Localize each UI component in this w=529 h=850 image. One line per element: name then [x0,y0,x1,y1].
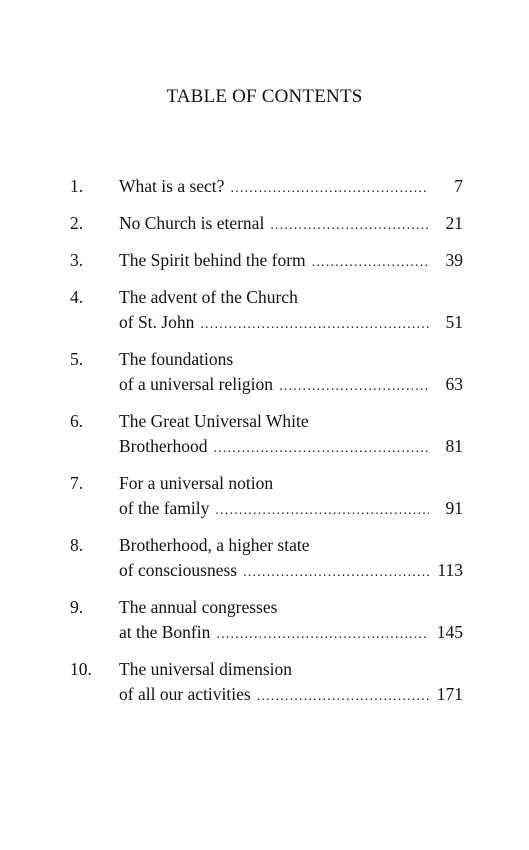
entry-title-line2: of all our activities [119,684,251,704]
entry-page-number: 171 [436,684,463,704]
dot-leader [213,436,429,461]
entry-number: 9. [70,597,84,617]
entry-title: What is a sect? [119,176,225,196]
entry-page-number: 21 [445,213,463,233]
entry-title-line2: of St. John [119,312,195,332]
dot-leader [230,176,429,201]
entry-number: 7. [70,473,84,493]
toc-entry-6 [70,409,463,461]
page-title: TABLE OF CONTENTS [166,86,363,107]
entry-title-line1: The foundations [119,349,234,369]
entry-title-line1: Brotherhood, a higher state [119,535,310,555]
toc-entry-10 [70,657,463,709]
entry-title-line2: Brotherhood [119,436,208,456]
entry-page-number: 113 [437,560,463,580]
toc-entry-2 [70,211,463,238]
toc-entry-7 [70,471,463,523]
entry-page-number: 91 [445,498,463,518]
entry-page-number: 63 [445,374,463,394]
entry-title-line1: The annual congresses [119,597,278,617]
entry-number: 1. [70,176,84,196]
entry-title-line2: of a universal religion [119,374,274,394]
dot-leader [200,312,429,337]
entry-number: 8. [70,535,84,555]
entry-page-number: 51 [445,312,463,332]
entry-title-line1: The universal dimension [119,659,293,679]
entry-number: 6. [70,411,84,431]
toc-entry-4 [70,285,463,337]
entry-title-line2: at the Bonfin [119,622,211,642]
entry-number: 5. [70,349,84,369]
toc-entry-9 [70,595,463,647]
entry-number: 10. [70,659,92,679]
entry-number: 2. [70,213,84,233]
entry-number: 4. [70,287,84,307]
entry-title-line1: The advent of the Church [119,287,298,307]
dot-leader [215,498,429,523]
entry-title-line1: For a universal notion [119,473,274,493]
entry-page-number: 81 [445,436,463,456]
entry-title: No Church is eternal [119,213,265,233]
entry-page-number: 145 [436,622,463,642]
dot-leader [216,622,429,647]
toc-entry-5 [70,347,463,399]
dot-leader [270,213,429,238]
entry-title: The Spirit behind the form [119,250,306,270]
entry-number: 3. [70,250,84,270]
entry-title-line2: of the family [119,498,210,518]
toc-entry-1 [70,174,463,201]
dot-leader [312,250,429,275]
entry-page-number: 7 [454,176,463,196]
entry-title-line1: The Great Universal White [119,411,309,431]
entry-page-number: 39 [445,250,463,270]
dot-leader [257,684,429,709]
dot-leader [279,374,429,399]
entry-title-line2: of consciousness [119,560,238,580]
table-of-contents [70,174,463,719]
toc-entry-8 [70,533,463,585]
dot-leader [243,560,429,585]
toc-entry-3 [70,248,463,275]
